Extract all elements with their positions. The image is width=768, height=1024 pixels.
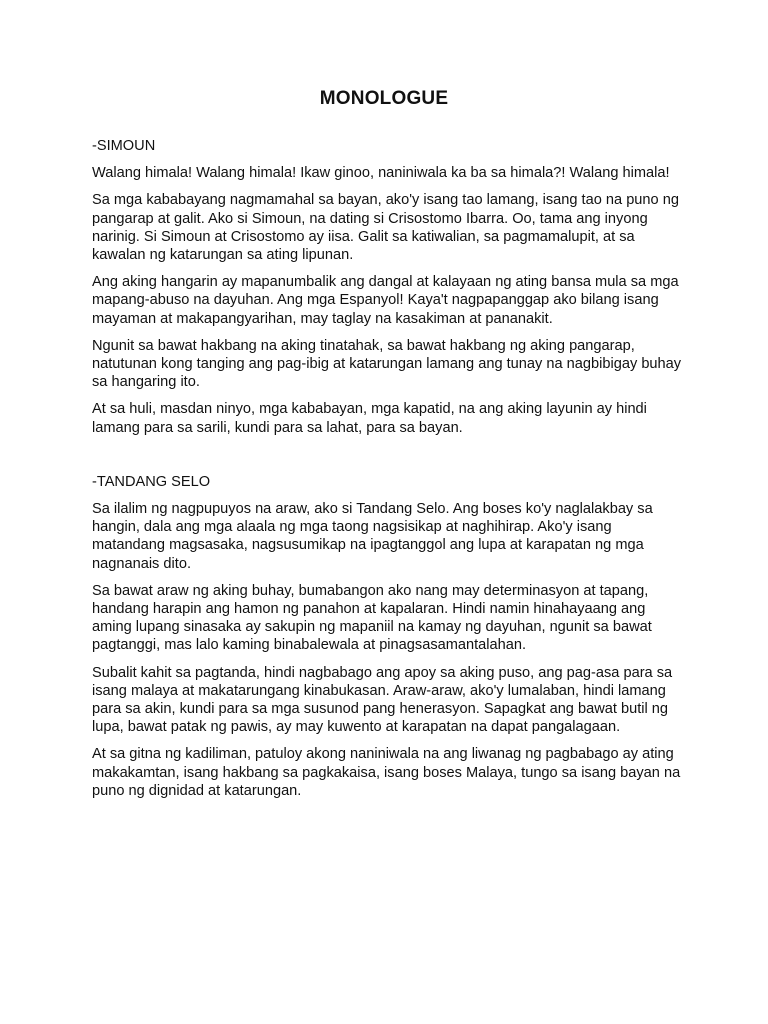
paragraph: Walang himala! Walang himala! Ikaw ginoo, naniniwala ka ba sa himala?! Walang himala! <box>92 165 670 182</box>
document-body <box>92 137 682 809</box>
paragraph: Sa bawat araw ng aking buhay, bumabangon ako nang may determinasyon at tapang, handang harapin ang hamon ng panahon at kapalaran. Hindi namin hinahayaang ang aming lupang sinasaka ay sakupin ng mapaniil na kamay ng dayuhan, ngunit sa bawat pagtanggi, mas lalo kaming binabalewala at pinagsasamantalahan. <box>92 582 652 654</box>
speaker-heading: -SIMOUN <box>92 138 156 154</box>
page-title: MONOLOGUE <box>319 88 449 109</box>
monologue-section-simoun <box>92 137 682 437</box>
paragraph: Sa mga kababayang nagmamahal sa bayan, ako'y isang tao lamang, isang tao na puno ng pangarap at galit. Ako si Simoun, na dating si Crisostomo Ibarra. Oo, tama ang inyong narinig. Si Simoun at Crisostomo ay iisa. Galit sa katiwalian, sa pagmamalupit, at sa kawalan ng katarungan sa ating lipunan. <box>92 192 679 264</box>
paragraph: At sa huli, masdan ninyo, mga kababayan, mga kapatid, na ang aking layunin ay hindi lamang para sa sarili, kundi para sa lahat, para sa bayan. <box>92 401 647 436</box>
speaker-heading: -TANDANG SELO <box>92 473 211 490</box>
paragraph: Ngunit sa bawat hakbang na aking tinatahak, sa bawat hakbang ng aking pangarap, natutunan kong tanging ang pag-ibig at katarungan lamang ang tunay na nagbibigay buhay sa hangaring ito. <box>92 337 682 391</box>
paragraph: Sa ilalim ng nagpupuyos na araw, ako si Tandang Selo. Ang boses ko'y naglalakbay sa hangin, dala ang mga alaala ng mga taong nagsisikap at naghihirap. Ako'y isang matandang magsasaka, nagsusumikap na ipagtanggol ang lupa at karapatan ng mga nagnanais dito. <box>92 501 653 572</box>
section-spacer <box>92 446 682 473</box>
paragraph: At sa gitna ng kadiliman, patuloy akong naniniwala na ang liwanag ng pagbabago ay ating makakamtan, isang hakbang sa pagkakaisa, isang boses Malaya, tungo sa isang bayan na puno ng dignidad at katarungan. <box>92 746 681 799</box>
paragraph: Subalit kahit sa pagtanda, hindi nagbabago ang apoy sa aking puso, ang pag-asa para sa isang malaya at makatarungang kinabukasan. Araw-araw, ako'y lumalaban, hindi lamang para sa akin, kundi para sa mga susunod pang henerasyon. Sapagkat ang bawat butil ng lupa, bawat patak ng pawis, ay may kuwento at karapatan na dapat pangalagaan. <box>92 664 673 736</box>
paragraph: Ang aking hangarin ay mapanumbalik ang dangal at kalayaan ng ating bansa mula sa mga mapang-abuso na dayuhan. Ang mga Espanyol! Kaya't nagpapanggap ako bilang isang mayaman at makapangyarihan, may taglay na kasakiman at pananakit. <box>92 274 679 327</box>
monologue-section-tandang-selo <box>92 473 682 800</box>
